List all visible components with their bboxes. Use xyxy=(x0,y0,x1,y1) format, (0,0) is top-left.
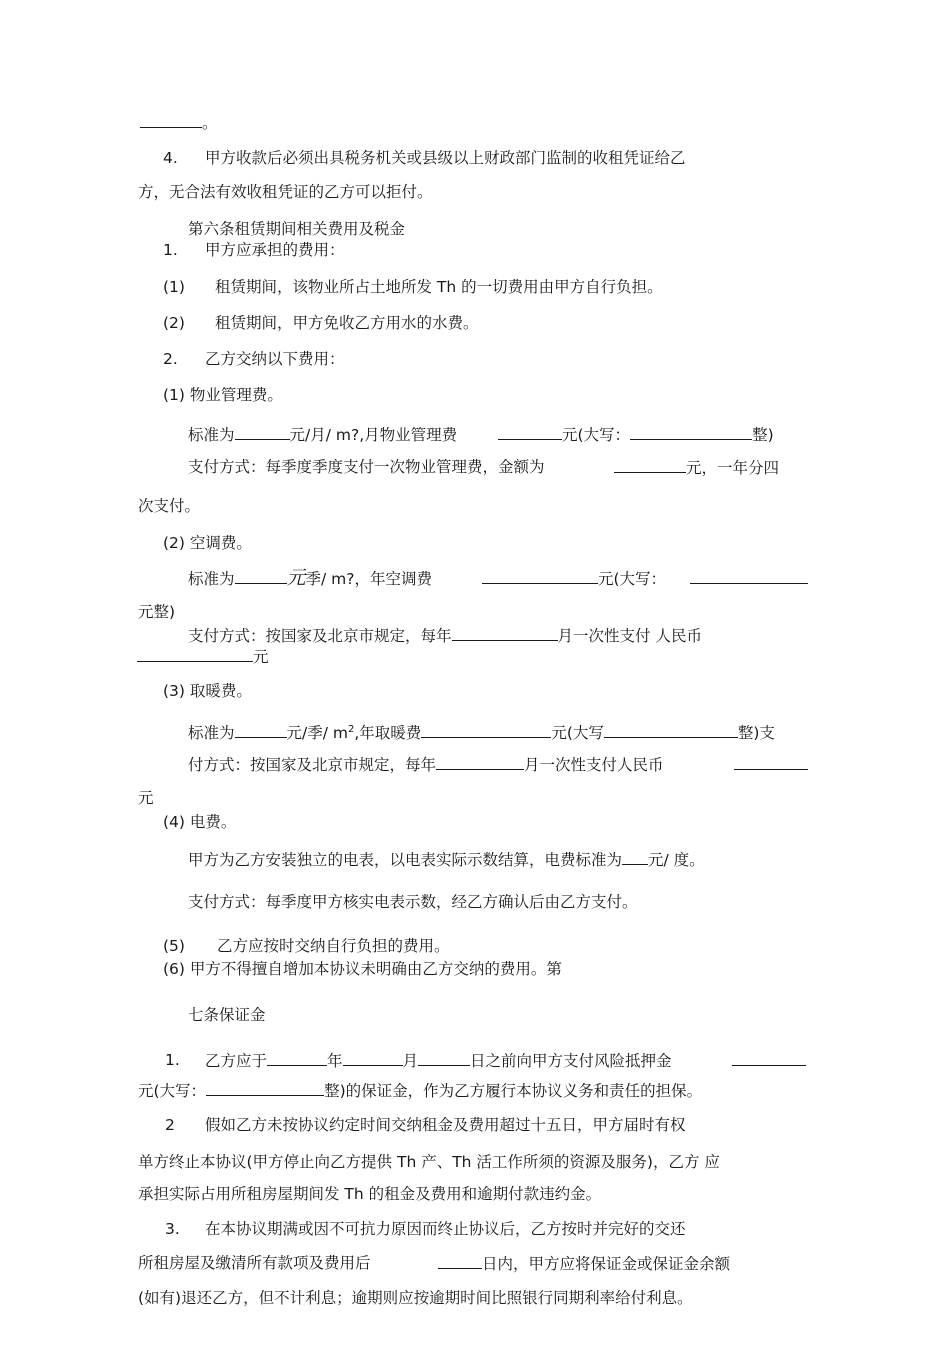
deposit-item-3-number: 3. xyxy=(165,1220,180,1238)
blank xyxy=(140,112,202,128)
deposit-item-2-cont-2: 承担实际占用所租房屋期间发 Th 的租金及费用和逾期付款违约金。 xyxy=(138,1185,602,1203)
deposit-item-2-cont-1: 单方终止本协议(甲方停止向乙方提供 Th 产、Th 活工作所须的资源及服务)，乙方 应 xyxy=(138,1153,720,1171)
deposit-item-1-text: 乙方应于 年 月 日之前向甲方支付风险抵押金 xyxy=(205,1052,672,1070)
blank xyxy=(267,1050,327,1066)
blank xyxy=(732,1050,806,1066)
blank xyxy=(343,1050,403,1066)
blank xyxy=(438,1253,482,1269)
fee-heating-standard: 标准为 元/季/ $m^2$,年取暖费 元(大写 整)支 xyxy=(188,724,775,743)
sub-5-number: (5) xyxy=(163,937,185,955)
item-2-text: 乙方交纳以下费用： xyxy=(205,350,345,368)
sub-6-text: (6) 甲方不得擅自增加本协议未明确由乙方交纳的费用。第 xyxy=(163,960,562,978)
fee-property-standard: 标准为 元/月/ m?,月物业管理费 xyxy=(188,426,458,444)
deposit-item-1-cont: 元(大写： 整)的保证金，作为乙方履行本协议义务和责任的担保。 xyxy=(138,1082,703,1100)
blank xyxy=(690,568,808,584)
fee-property-heading: (1) 物业管理费。 xyxy=(163,386,283,404)
item-2-number: 2. xyxy=(163,350,178,368)
blank xyxy=(498,424,562,440)
fee-heating-payment: 付方式：按国家及北京市规定，每年 月一次性支付人民币 xyxy=(188,756,664,774)
fee-ac-payment-cont: 元 xyxy=(137,646,269,667)
fee-heating-heading: (3) 取暖费。 xyxy=(163,682,252,700)
sub-1-text: 租赁期间，该物业所占土地所发 Th 的一切费用由甲方自行负担。 xyxy=(215,278,663,296)
blank xyxy=(206,1080,324,1096)
fee-ac-heading: (2) 空调费。 xyxy=(163,534,252,552)
deposit-item-3-cont-2: (如有)退还乙方，但不计利息；逾期则应按逾期时间比照银行同期利率给付利息。 xyxy=(138,1289,693,1307)
fee-electric-payment: 支付方式：每季度甲方核实电表示数，经乙方确认后由乙方支付。 xyxy=(188,893,638,911)
deposit-item-3-cont-1: 所租房屋及缴清所有款项及费用后 xyxy=(138,1254,371,1272)
line-1: 。 xyxy=(140,112,218,133)
fee-ac-standard: 标准为 元季/ m?，年空调费 xyxy=(188,567,433,589)
sub-2-text: 租赁期间，甲方免收乙方用水的水费。 xyxy=(215,314,479,332)
deposit-item-3-cont-1b: 日内，甲方应将保证金或保证金余额 xyxy=(438,1253,730,1274)
item-1-text: 甲方应承担的费用： xyxy=(205,241,345,259)
blank xyxy=(614,457,686,473)
blank xyxy=(630,424,752,440)
clause-4-cont: 方，无合法有效收租凭证的乙方可以拒付。 xyxy=(138,183,433,201)
fee-property-payment-amount: 元，一年分四 xyxy=(614,457,779,478)
fee-electric-heading: (4) 电费。 xyxy=(163,813,237,831)
blank xyxy=(421,722,551,738)
blank xyxy=(418,1050,470,1066)
fee-electric-standard: 甲方为乙方安装独立的电表，以电表实际示数结算，电费标准为 元/ 度。 xyxy=(188,851,705,869)
fee-ac-amount: 元(大写： xyxy=(482,568,666,589)
fee-heating-payment-cont: 元 xyxy=(138,789,154,807)
blank xyxy=(604,722,738,738)
blank xyxy=(235,568,287,584)
fee-ac-standard-cont: 元整) xyxy=(138,603,176,621)
sub-1-number: (1) xyxy=(163,278,185,296)
deposit-item-2-number: 2 xyxy=(165,1116,175,1134)
blank xyxy=(235,424,290,440)
clause-4-text: 甲方收款后必须出具税务机关或县级以上财政部门监制的收租凭证给乙 xyxy=(205,149,686,167)
fee-property-amount: 元(大写： 整) xyxy=(498,424,774,445)
blank xyxy=(452,625,558,641)
sub-2-number: (2) xyxy=(163,314,185,332)
deposit-amount-blank xyxy=(732,1050,806,1071)
blank xyxy=(482,568,598,584)
deposit-item-1-number: 1. xyxy=(165,1051,180,1069)
item-1-number: 1. xyxy=(163,241,178,259)
clause-4: 4. xyxy=(163,149,178,167)
blank xyxy=(734,754,808,770)
article-6-heading: 第六条租赁期间相关费用及税金 xyxy=(188,220,406,238)
fee-ac-payment: 支付方式：按国家及北京市规定，每年 月一次性支付 人民币 xyxy=(188,627,702,645)
fee-heating-payment-blank xyxy=(734,754,808,775)
blank xyxy=(235,722,287,738)
fee-ac-capital-blank xyxy=(690,568,808,589)
blank xyxy=(436,754,524,770)
article-7-heading: 七条保证金 xyxy=(188,1006,266,1024)
blank xyxy=(137,646,253,662)
sub-5-text: 乙方应按时交纳自行负担的费用。 xyxy=(217,937,450,955)
deposit-item-3-text: 在本协议期满或因不可抗力原因而终止协议后，乙方按时并完好的交还 xyxy=(205,1220,686,1238)
fee-property-payment: 支付方式：每季度季度支付一次物业管理费，金额为 xyxy=(188,458,545,476)
deposit-item-2-text: 假如乙方未按协议约定时间交纳租金及费用超过十五日，甲方届时有权 xyxy=(205,1116,686,1134)
fee-property-payment-cont: 次支付。 xyxy=(138,497,201,515)
blank xyxy=(622,849,648,865)
